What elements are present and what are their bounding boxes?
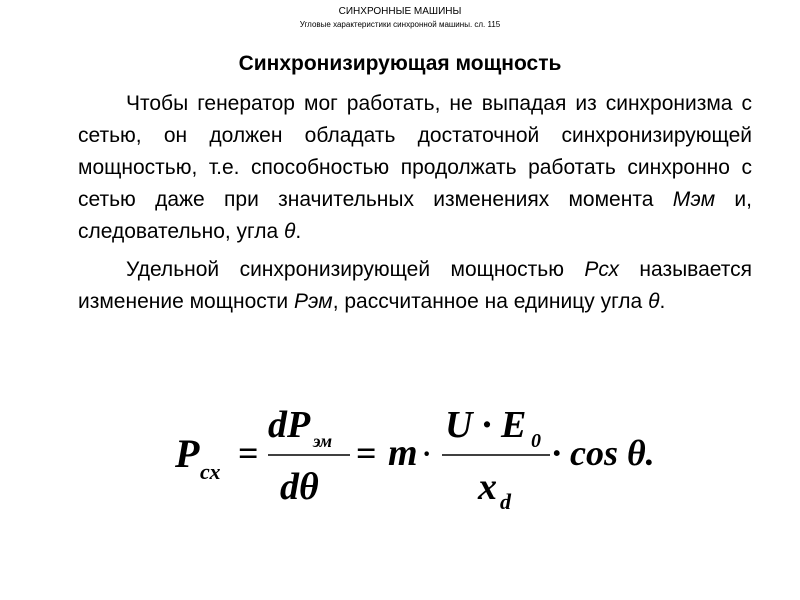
paragraph-1-text-end: . (295, 220, 302, 243)
formula-numerator-d: dP (268, 404, 311, 446)
formula-svg (170, 395, 690, 525)
var-pem: Рэм (293, 290, 333, 313)
body-text (78, 88, 752, 318)
formula-cos: · cos θ. (552, 433, 655, 473)
formula-numerator-ue: U · E (445, 404, 527, 446)
section-header: СИНХРОННЫЕ МАШИНЫ (338, 6, 462, 17)
paragraph-1 (78, 88, 752, 248)
slide-title: Синхронизирующая мощность (238, 52, 562, 75)
formula-eq-1: = (238, 433, 259, 473)
var-theta-2: θ (648, 290, 660, 313)
formula-m: m (388, 432, 418, 474)
var-mem: Мэм (672, 188, 716, 211)
formula-numerator-e-sub: 0 (531, 430, 541, 452)
paragraph-2-text-final: . (659, 290, 666, 313)
var-psx: Рсх (584, 258, 619, 281)
paragraph-2 (78, 254, 752, 318)
formula-lhs-sub: сх (200, 459, 221, 484)
formula-denominator-d: dθ (280, 466, 319, 508)
paragraph-2-text-start: Удельной синхронизирующей мощностью (126, 258, 585, 281)
formula-dot: · (422, 439, 432, 470)
formula (170, 395, 690, 525)
paragraph-1-text-start: Чтобы генератор мог работать, не выпадая из синхронизма с сетью, он должен обладать достаточной синхронизирующей мощностью, т.е. способностью продолжать работать синхронно с сетью даже при значительных изменениях момента (78, 92, 752, 211)
var-theta: θ (284, 220, 296, 243)
paragraph-1-text-mid: и, следовательно, угла (78, 188, 752, 243)
formula-denominator-x: x (478, 466, 497, 508)
formula-numerator-sub: эм (313, 431, 333, 451)
paragraph-2-text-mid: называется изменение мощности (78, 258, 752, 313)
paragraph-2-text-end: , рассчитанное на единицу угла (332, 290, 649, 313)
formula-eq-2: = (356, 433, 377, 473)
formula-lhs: P (175, 431, 200, 476)
slide-subheader: Угловые характеристики синхронной машины. сл. 115 (299, 20, 501, 29)
formula-denominator-sub: d (500, 489, 511, 514)
